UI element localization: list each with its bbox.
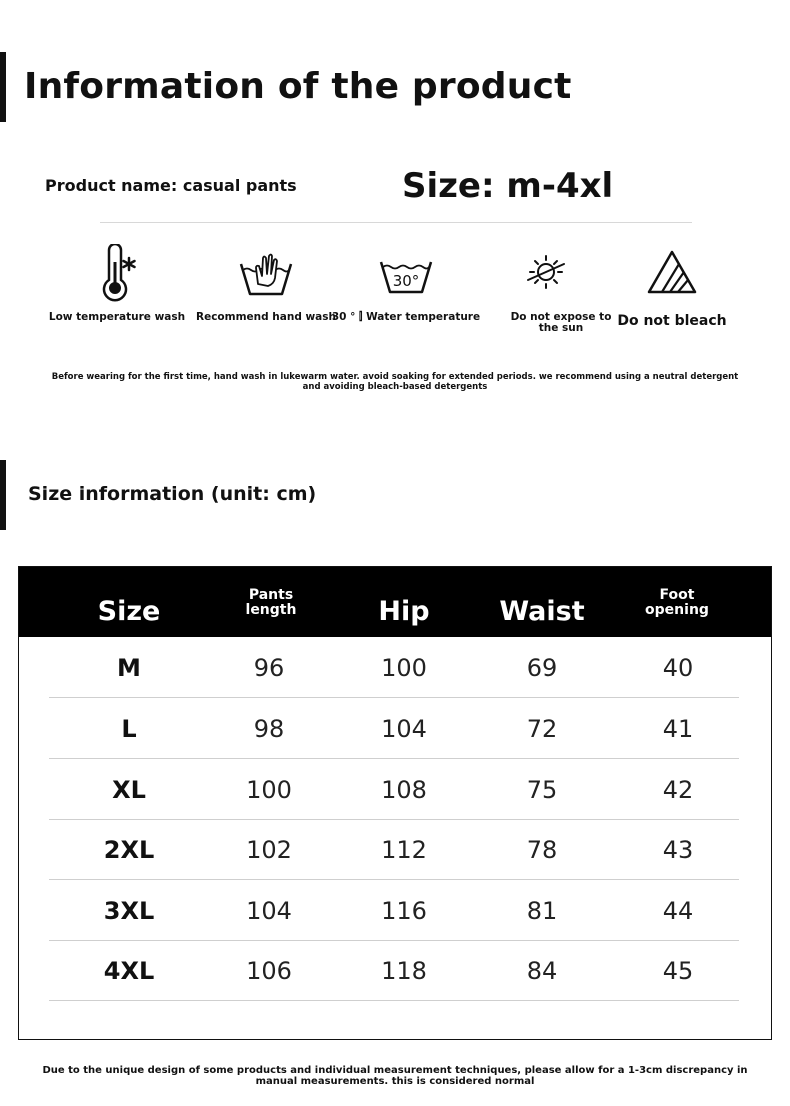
cell-waist: 69 — [526, 653, 558, 682]
low-temperature-wash-icon — [87, 244, 147, 302]
cell-waist: 81 — [526, 896, 558, 925]
cell-waist: 75 — [526, 775, 558, 804]
cell-hip: 100 — [381, 653, 427, 682]
no-bleach-icon — [642, 244, 702, 302]
size-section-title: Size information (unit: cm) — [28, 483, 317, 505]
care-item-no-bleach — [597, 244, 747, 327]
care-item-low-temperature — [42, 244, 192, 323]
cell-hip: 116 — [381, 896, 427, 925]
measurement-footnote: Due to the unique design of some products and individual measurement techniques, please allow for a 1-3cm discrepancy in manual measurements. this is considered normal — [42, 1065, 748, 1087]
cell-pants-length: 104 — [246, 896, 292, 925]
care-label: Recommend hand wash — [195, 311, 336, 323]
page-title: Information of the product — [24, 66, 572, 107]
table-row — [49, 698, 739, 759]
cell-pants-length: 102 — [246, 835, 292, 864]
cell-pants-length: 106 — [246, 956, 292, 985]
section-marker-bar — [0, 460, 6, 530]
cell-pants-length: 98 — [253, 714, 285, 743]
hand-wash-icon — [236, 244, 296, 302]
cell-pants-length: 96 — [253, 653, 285, 682]
cell-hip: 112 — [381, 835, 427, 864]
cell-foot-opening: 41 — [662, 714, 694, 743]
cell-waist: 84 — [526, 956, 558, 985]
header-waist: Waist — [499, 595, 585, 627]
cell-pants-length: 100 — [246, 775, 292, 804]
cell-size: XL — [112, 775, 146, 804]
product-name: Product name: casual pants — [45, 176, 297, 195]
care-label: Low temperature wash — [48, 311, 186, 323]
cell-hip: 108 — [381, 775, 427, 804]
cell-size: 4XL — [103, 956, 155, 985]
no-sun-icon — [516, 244, 576, 302]
water-30-icon — [376, 244, 436, 302]
table-row — [49, 819, 739, 880]
table-row — [49, 940, 739, 1001]
care-label: 30 ° ⫿ Water temperature — [331, 311, 481, 323]
cell-foot-opening: 40 — [662, 653, 694, 682]
icon-temperature-text: 30° — [392, 272, 420, 290]
cell-foot-opening: 43 — [662, 835, 694, 864]
cell-foot-opening: 45 — [662, 956, 694, 985]
table-row — [49, 759, 739, 820]
table-row — [49, 880, 739, 941]
divider — [100, 222, 692, 223]
cell-waist: 72 — [526, 714, 558, 743]
cell-hip: 118 — [381, 956, 427, 985]
cell-hip: 104 — [381, 714, 427, 743]
care-label: Do not expose to the sun — [510, 311, 612, 334]
section-marker-bar — [0, 52, 6, 122]
cell-foot-opening: 44 — [662, 896, 694, 925]
size-range: Size: m-4xl — [402, 166, 614, 206]
header-hip: Hip — [378, 595, 430, 627]
care-item-hand-wash — [191, 244, 341, 323]
care-label: Do not bleach — [617, 313, 727, 329]
header-pants-length: Pants length — [245, 587, 297, 618]
cell-size: L — [121, 714, 137, 743]
care-note: Before wearing for the first time, hand wash in lukewarm water. avoid soaking for extended periods. we recommend using a neutral detergent and avoiding bleach-based detergents — [51, 372, 739, 392]
table-header — [19, 567, 771, 637]
cell-size: 3XL — [103, 896, 155, 925]
cell-foot-opening: 42 — [662, 775, 694, 804]
header-size: Size — [97, 595, 161, 627]
cell-waist: 78 — [526, 835, 558, 864]
table-row — [49, 637, 739, 698]
cell-size: M — [117, 653, 141, 682]
size-table — [18, 566, 772, 1040]
cell-size: 2XL — [103, 835, 155, 864]
care-item-water-temperature — [331, 244, 481, 323]
header-foot-opening: Foot opening — [645, 587, 709, 618]
